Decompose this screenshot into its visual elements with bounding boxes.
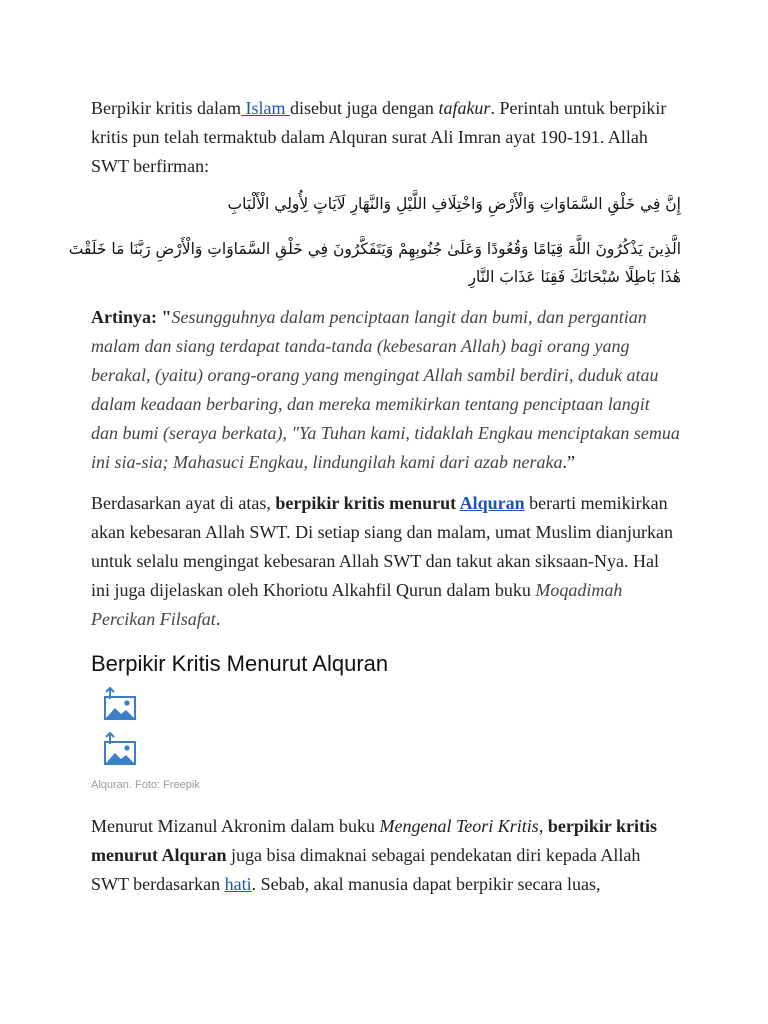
arabic-verse-190: إِنَّ فِي خَلْقِ السَّمَاوَاتِ وَالْأَرْضِ وَاخْتِلَافِ اللَّيْلِ وَالنَّهَارِ لَآيَاتٍ لِأُولِي الْأَلْبَابِ	[227, 195, 681, 213]
intro-paragraph	[91, 94, 681, 181]
islam-link[interactable]: Islam	[240, 98, 290, 118]
section-heading: Berpikir Kritis Menurut Alquran	[91, 651, 389, 676]
book-title-moqadimah: Moqadimah Percikan Filsafat	[91, 580, 623, 629]
arabic-verse-191-line2: هَٰذَا بَاطِلًا سُبْحَانَكَ فَقِنَا عَذَابَ النَّارِ	[468, 268, 681, 286]
broken-image-icon[interactable]	[103, 732, 137, 766]
intro-text-3: . Perintah untuk berpikir kritis pun telah termaktub dalam Alquran surat Ali Imran ayat 190-191. Allah SWT berfirman:	[91, 98, 667, 176]
mizanul-paragraph	[91, 812, 681, 899]
explanation-paragraph	[91, 489, 681, 634]
broken-image-icon[interactable]	[103, 687, 137, 721]
mizanul-text-3: . Sebab, akal manusia dapat berpikir secara luas,	[251, 874, 601, 894]
mizanul-bold: berpikir kritis menurut Alquran	[91, 816, 658, 865]
translation-text: Sesungguhnya dalam penciptaan langit dan bumi, dan pergantian malam dan siang terdapat tanda-tanda (kebesaran Allah) bagi orang yang berakal, (yaitu) orang-orang yang mengingat Allah sambil berdiri, duduk atau dalam keadaan berbaring, dan mereka memikirkan tentang penciptaan langit dan bumi (seraya berkata), "Ya Tuhan kami, tidaklah Engkau menciptakan semua ini sia-sia; Mahasuci Engkau, lindungilah kami dari azab neraka	[91, 307, 680, 472]
article-body	[68, 94, 681, 899]
explanation-bold: berpikir kritis menurut	[275, 493, 460, 513]
alquran-link[interactable]: Alquran	[459, 493, 525, 513]
intro-text-1: Berpikir kritis dalam	[91, 98, 241, 118]
mizanul-text-2: juga bisa dimaknai sebagai pendekatan diri kepada Allah SWT berdasarkan	[91, 845, 641, 894]
tafakur-term: tafakur	[438, 98, 491, 118]
explanation-text-1: Berdasarkan ayat di atas,	[91, 493, 276, 513]
explanation-text-2: berarti memikirkan akan kebesaran Allah SWT. Di setiap siang dan malam, umat Muslim dianjurkan untuk selalu mengingat kebesaran Allah SWT dan takut akan siksaan-Nya. Hal ini juga dijelaskan oleh Khoriotu Alkahfil Qurun dalam buku	[91, 493, 674, 600]
mizanul-text-1: Menurut Mizanul Akronim dalam buku	[91, 816, 380, 836]
arabic-verse-191-line1: الَّذِينَ يَذْكُرُونَ اللَّهَ قِيَامًا وَقُعُودًا وَعَلَىٰ جُنُوبِهِمْ وَيَتَفَكَّرُونَ فِي خَلْقِ السَّمَاوَاتِ وَالْأَرْضِ رَبَّنَا مَا خَلَقْتَ	[68, 240, 681, 258]
translation-open-quote: : "	[151, 307, 172, 327]
translation-label: Artinya	[91, 307, 151, 327]
hati-link[interactable]: hati	[224, 874, 252, 894]
translation-close-quote: .”	[562, 452, 575, 472]
translation-paragraph	[91, 303, 681, 477]
image-caption: Alquran. Foto: Freepik	[91, 779, 200, 791]
explanation-text-3: .	[215, 609, 221, 629]
intro-text-2: disebut juga dengan	[289, 98, 439, 118]
book-title-teori-kritis: Mengenal Teori Kritis,	[379, 816, 544, 836]
